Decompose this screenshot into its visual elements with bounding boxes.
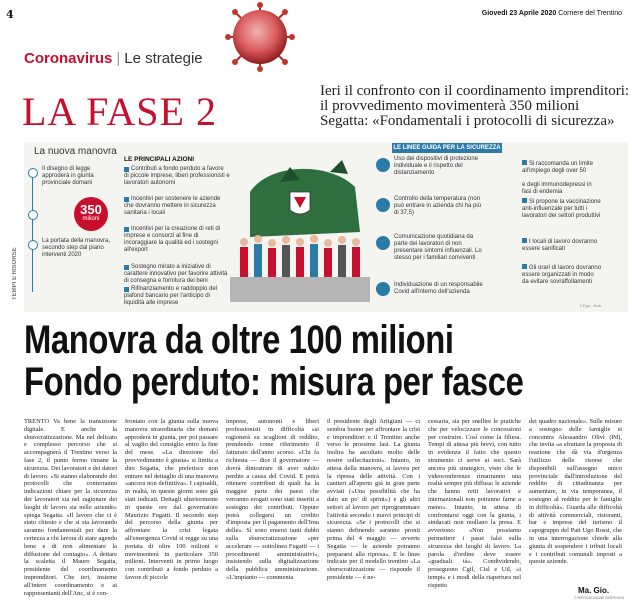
- badge-value: 350: [80, 202, 102, 217]
- mask-icon: [376, 158, 390, 172]
- linea-item: Controllo della temperatura (non può entrare in azienda chi ha più di 37,5): [394, 196, 482, 216]
- azione-item: [124, 196, 230, 217]
- headline-main-line2: Fondo perduto: misura per fasce: [24, 360, 524, 404]
- linea-item: Uso dei dispositivi di protezione individuale e il rispetto del distanziamento: [394, 156, 479, 176]
- right-note: [522, 264, 602, 286]
- body-column: [24, 418, 117, 598]
- check-icon: [124, 287, 129, 292]
- timeline-line: [32, 172, 33, 292]
- section-separator: |: [116, 50, 121, 67]
- square-icon: [522, 160, 527, 165]
- section-label: [24, 50, 203, 67]
- workers-crowd-image: [230, 152, 370, 302]
- check-icon: [124, 167, 129, 172]
- body-column: [226, 418, 319, 598]
- check-icon: [124, 265, 129, 270]
- section-primary: Coronavirus: [24, 50, 113, 67]
- azione-item: [124, 166, 230, 187]
- linee-heading: LE LINEE GUIDA PER LA SICUREZZA: [393, 145, 501, 151]
- body-text: il presidente degli Artigiani — ci sembra buono per affrontare la crisi e imprenditori e il Trentino anche verso le prossime fasi. La giunta inoltra ha ascoltato molto delle nostre sollecitazioni». Intanto, in attesa della manovra, si lavora per la ripresa delle attività. Con i cantieri all'aperto già in gran parte avviati («Una possibilità che ha dato un po' di sprint») e gli altri settori al lavoro per riprogrammare l'attività secondo i nuovi principi di sicurezza. «Se i protocolli che si stanno definendo saranno pronti prima del 4 maggio — avverte Segatta — le aziende potranno prepararsi alla ripresa». E le linee indicate per il modello trentino «La sburocratizzazione — risponde il presidente — è ne-: [327, 418, 420, 581]
- body-text: imprese, autonomi e liberi professionisti in difficoltà «si ragionerà su scaglioni di reddito, prendendo come riferimento il fatturato dell'anno scorso. «Chi fa richiesta — dice il governatore — dovrà dimostrare di aver subito perdite a causa del Covid. E potrà ottenere contributi di quali ha la maggior parte dei paesi che verranno erogati sono stati inseriti a sostegno dei contributi. Oppure potrà collegarsi un credito d'imposta per il pagamento dell'Imu delle». Sì sono emersi tanti dubbi sulla sburocratizzazione «per accelerare — sottolinea Fugatti — i procedimenti amministrativi», insistendo sulla digitalizzazione della pubblica amministrazione. «L'impianto — commenta: [226, 418, 319, 581]
- section-secondary: Le strategie: [124, 50, 203, 67]
- author-signature: Ma. Gio.: [578, 586, 610, 595]
- right-note-text: e degli immunodepressi in fasi di endemia: [522, 182, 592, 195]
- linea-item: Individuazione di un responsabile Covid all'interno dell'azienda: [394, 282, 483, 295]
- timeline-dot: [28, 210, 38, 220]
- badge-unit: milioni: [82, 216, 100, 222]
- body-text: frontato con la giunta sulla nuova manovra straordinaria che domani approderà in giunta, per poi passare al vaglio del consiglio entro la fine del mese. «La direzione del provvedimento è giusta» si limita a dire Segatta, che preferisce non entrare nel dettaglio di una manovra «ancora non definitiva». I capisaldi, in realtà, in queste giorni sono già stati indicati. Dettagli ulteriormente in queste ore dal governatore Maurizio Fugatti. Il secondo step del percorso della giunta per affrontare la crisi legata all'emergenza Covid si regge su una portata di oltre 100 milioni e movimenterà in particolare 350 milioni. Interventi in primo luogo con contributi a fondo perduto a favore di piccole: [125, 418, 218, 581]
- trentino-coat-of-arms-icon: [290, 192, 310, 214]
- azione-text: Incentivi per la creazione di reti di imprese e consorzi al fine di incoraggiare la qualità ed i sostegni all'export: [124, 226, 221, 253]
- timeline-disegno: Il disegno di legge approderà in giunta provinciale domani: [42, 166, 94, 186]
- masthead: [482, 10, 622, 17]
- azione-text: Rifinanziamento e raddoppio del plafond bancario per l'anticipo di liquidità alle imprese: [124, 286, 218, 306]
- body-column: [125, 418, 218, 598]
- phone-icon: [376, 236, 390, 250]
- azione-text: Sostegno mirato a iniziative di carattere innovativo per favorire attività di consegna e fornitura dei beni: [124, 264, 228, 284]
- headline-main-line1: Manovra da oltre 100 milioni: [24, 318, 454, 362]
- azioni-heading: LE PRINCIPALI AZIONI: [124, 156, 195, 163]
- right-note: [522, 198, 602, 220]
- check-icon: [124, 197, 129, 202]
- body-text: dei quadro nazionale». Sulle misure a sostegno delle famiglie si concentra Alessandro Olivi (Pd), che invita «a sfruttare la proposta di reazione che dà via d'urgenza l'utilizzo delle risorse che disponibili sull'assegno unico provinciale dall'introduzione del reddito di cittadinanza per aumentare, in via temporanea, il sostegno al reddito per le famiglie in difficoltà». Guarda alle difficoltà di attività commerciali, ristoranti, bar e imprese del turismo il capogruppo del Patt Ugo Rossi, che in una interrogazione chiede alla giunta di sospendere i tributi locali e i contributi comunali imposti a queste aziende.: [529, 418, 622, 566]
- timeline-label: TEMPI E RISORSE: [12, 247, 18, 300]
- right-note-text: Si raccomanda un limite all'impiego degli over 50: [522, 161, 594, 174]
- azione-item: [124, 286, 230, 307]
- body-column: [327, 418, 420, 598]
- right-note-text: I locali di lavoro dovranno essere sanificati: [522, 239, 598, 252]
- azione-item: [124, 226, 230, 254]
- coronavirus-image: [225, 2, 295, 72]
- infographic-title: La nuova manovra: [34, 146, 117, 157]
- copyright-note: © RIPRODUZIONE RISERVATA: [574, 596, 625, 600]
- person-icon: [376, 282, 390, 296]
- body-column: [529, 418, 622, 582]
- kicker-line: Ieri il confronto con il coordinamento imprenditori:: [320, 83, 630, 99]
- kicker: [320, 84, 630, 129]
- right-note-text: Gli orari di lavoro dovranno essere organizzati in modo da evitare sovraffollamenti: [522, 265, 602, 285]
- right-note: [522, 182, 602, 196]
- page-number: 4: [6, 8, 14, 21]
- square-icon: [522, 264, 527, 269]
- headline-top: LA FASE 2: [22, 89, 217, 134]
- masthead-paper: Corriere del Trentino: [558, 10, 622, 17]
- kicker-line: il provvedimento movimenterà 350 milioni: [320, 98, 580, 114]
- azione-item: [124, 264, 230, 285]
- timeline-portata: La portata della manovra, secondo step dal piano interventi 2020: [42, 238, 111, 258]
- body-column: [428, 418, 521, 598]
- thermometer-icon: [376, 198, 390, 212]
- infographic-source: L'Ego - Hub: [580, 303, 601, 308]
- check-icon: [124, 227, 129, 232]
- body-text: TRENTO Va bene la transizione digitale. E anche la sburocratizzazione. Ma nel delicato e complesso percorso che si accompagnerà il Trentino verso la fase 2, il punto fermo rimane la sicurezza. Dei lavoratori e dei datori di lavoro. «Si stanno elaborando dei protocolli che conterranno indicazioni chiare per la sicurezza dei lavoratori sia nel ragionare dei luoghi di lavoro sia nelle aziende» spiega Segatta. «Il lavoro che ci è stato chiesto e che si sta lavorando saranno fondamentali per dare la certezza a chi lavora di stare agendo bene e di non alimentare la diffusione del contagio». A dettare la scaletta il Mauro Segatta, presidente del coordinamento imprenditori. Che ieri, insieme all'intero coordinamento e ai rappresentanti dell'Anc, si è con-: [24, 418, 117, 597]
- azione-text: Incentivi per sostenere le aziende che dovranno mettere in sicurezza sanitaria i locali: [124, 196, 221, 216]
- timeline-dot: [28, 240, 38, 250]
- right-note: [522, 238, 602, 253]
- body-text: cessaria, sia per snellire le pratiche che per velocizzare le concessioni per costruire. Così come la filiera. Tempi di attesa più brevi, con tutto in evidenza il fatto che questo strumento ci serve ai soci. Sarà ancora più strategico, visto che le videoconferenze rimarranno una realtà sempre più diffusa: le aziende che hanno retti lavorativi e internazionali non potranno farne a meno». Intanto, in attesa di confrontarsi oggi con la giunta, i sindacati non mollano la presa. E avvertono: «Non possiamo permettere i passi falsi sulla sicurezza dei luoghi di lavoro. La parola d'ordine deve essere «graduali tà». Condividendo, proseguono Cgil, Cisl e Uil, «i tempi» e i modi della riapertura nel rispetto: [428, 418, 521, 589]
- linea-item: Comunicazione quotidiana da parte dei lavoratori di non presentare sintomi influenzali. Lo stesso per i familiari conviventi: [394, 234, 482, 261]
- square-icon: [522, 198, 527, 203]
- budget-badge: [74, 197, 108, 231]
- masthead-date: Giovedì 23 Aprile 2020: [481, 10, 557, 17]
- right-note: [522, 160, 602, 175]
- azione-text: Contributi a fondo perduto a favore di piccole imprese, liberi professionisti e lavoratori autonomi: [124, 166, 230, 186]
- timeline-dot: [28, 168, 38, 178]
- kicker-line: Segatta: «Fondamentali i protocolli di sicurezza»: [320, 113, 615, 129]
- square-icon: [522, 238, 527, 243]
- right-note-text: Si propone la vaccinazione anti-influenzale per tutti i lavoratori dei settori produttivi: [522, 199, 601, 219]
